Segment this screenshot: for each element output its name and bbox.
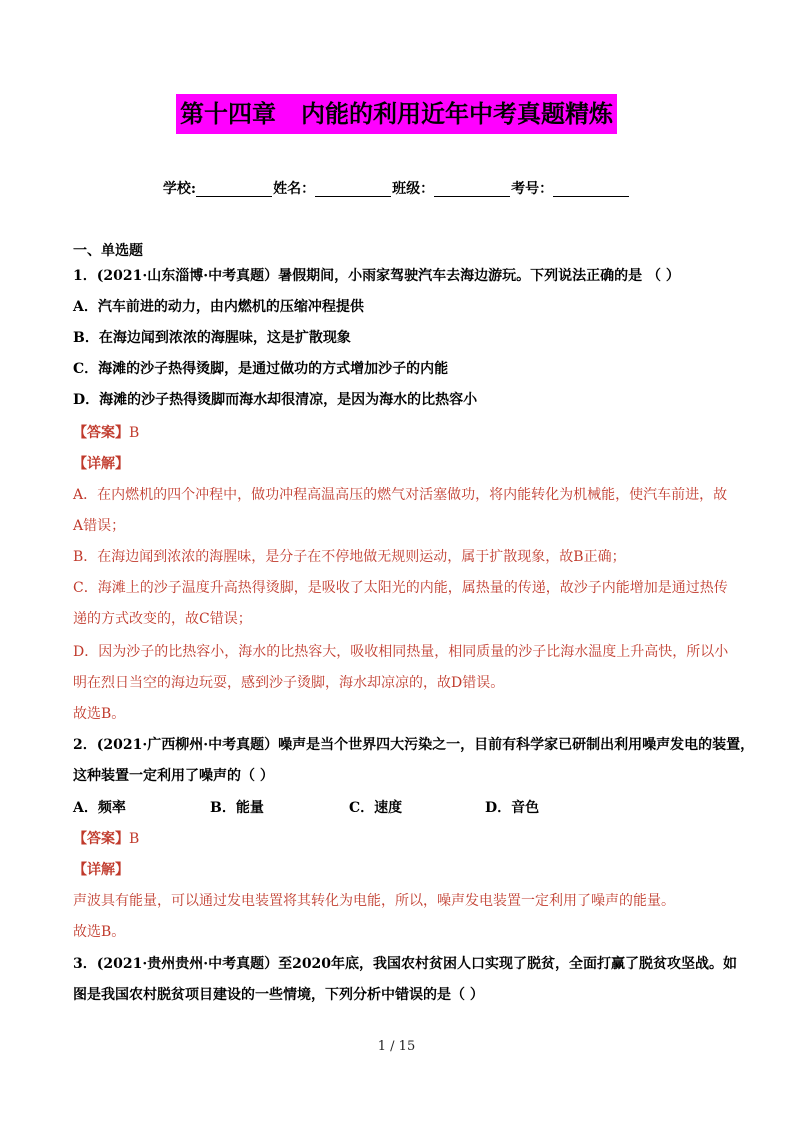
- q2-option-a: A．频率: [73, 800, 126, 816]
- q2-option-d: D．音色: [485, 800, 540, 816]
- page-number: 1 / 15: [377, 1039, 416, 1054]
- q1-conclusion: 故选B。: [73, 706, 126, 722]
- q1-option-a: A．汽车前进的动力，由内燃机的压缩冲程提供: [73, 299, 364, 315]
- q2-option-b: B．能量: [210, 800, 264, 816]
- q1-answer-tag: 【答案】: [73, 425, 129, 441]
- exam-no-label: 考号：: [511, 181, 554, 197]
- q3-stem-line2: 图是我国农村脱贫项目建设的一些情境，下列分析中错误的是（ ）: [73, 987, 484, 1003]
- page-title: 第十四章 内能的利用近年中考真题精炼: [176, 94, 617, 134]
- q1-option-b: B．在海边闻到浓浓的海腥味，这是扩散现象: [73, 330, 351, 346]
- q1-explain-d2: 明在烈日当空的海边玩耍，感到沙子烫脚，海水却凉凉的，故D错误。: [73, 675, 505, 691]
- q1-explain-c2: 递的方式改变的，故C错误；: [73, 611, 252, 627]
- q1-option-d: D．海滩的沙子热得烫脚而海水却很清凉，是因为海水的比热容小: [73, 392, 478, 408]
- class-label: 班级：: [392, 181, 435, 197]
- q1-detail-tag: 【详解】: [73, 456, 129, 472]
- q1-explain-a2: A错误；: [73, 518, 126, 534]
- q2-detail-tag: 【详解】: [73, 862, 129, 878]
- title-container: [0, 94, 793, 134]
- q1-answer: [73, 422, 733, 444]
- q2-conclusion: 故选B。: [73, 924, 126, 940]
- q2-option-c: C．速度: [349, 800, 403, 816]
- q3-stem-line1: 3．(2021·贵州贵州·中考真题）至2020年底，我国农村贫困人口实现了脱贫，全面打赢了脱贫攻坚战。如: [73, 956, 738, 972]
- q1-answer-value: B: [129, 425, 140, 441]
- exam-no-blank[interactable]: [553, 182, 629, 197]
- q1-explain-c1: C．海滩上的沙子温度升高热得烫脚，是吸收了太阳光的内能，属热量的传递，故沙子内能增加是通过热传: [73, 580, 728, 596]
- class-blank[interactable]: [434, 182, 510, 197]
- name-label: 姓名：: [273, 181, 316, 197]
- q2-answer-value: B: [129, 831, 140, 847]
- q1-stem: 1．(2021·山东淄博·中考真题）暑假期间，小雨家驾驶汽车去海边游玩。下列说法正确的是 （ ）: [73, 268, 680, 284]
- q2-stem-line2: 这种装置一定利用了噪声的（ ）: [73, 768, 274, 784]
- student-info-line: [0, 178, 793, 198]
- school-label: 学校:: [162, 181, 197, 197]
- q1-option-c: C．海滩的沙子热得烫脚，是通过做功的方式增加沙子的内能: [73, 361, 449, 377]
- q1-explain-b: B．在海边闻到浓浓的海腥味，是分子在不停地做无规则运动，属于扩散现象，故B正确；: [73, 549, 626, 565]
- section-heading: 一、单选题: [73, 243, 143, 259]
- q2-stem-line1: 2．(2021·广西柳州·中考真题）噪声是当个世界四大污染之一，目前有科学家已研制出利用噪声发电的装置，: [73, 737, 755, 753]
- name-blank[interactable]: [315, 182, 391, 197]
- q2-answer-tag: 【答案】: [73, 831, 129, 847]
- q2-options: [73, 797, 733, 819]
- q1-explain-a1: A．在内燃机的四个冲程中，做功冲程高温高压的燃气对活塞做功，将内能转化为机械能，使汽车前进，故: [73, 487, 728, 503]
- q2-explain: 声波具有能量，可以通过发电装置将其转化为电能，所以，噪声发电装置一定利用了噪声的能量。: [73, 893, 675, 909]
- school-blank[interactable]: [196, 182, 272, 197]
- q2-answer: [73, 828, 733, 850]
- q1-explain-d1: D．因为沙子的比热容小，海水的比热容大，吸收相同热量，相同质量的沙子比海水温度上升高快，所以小: [73, 644, 729, 660]
